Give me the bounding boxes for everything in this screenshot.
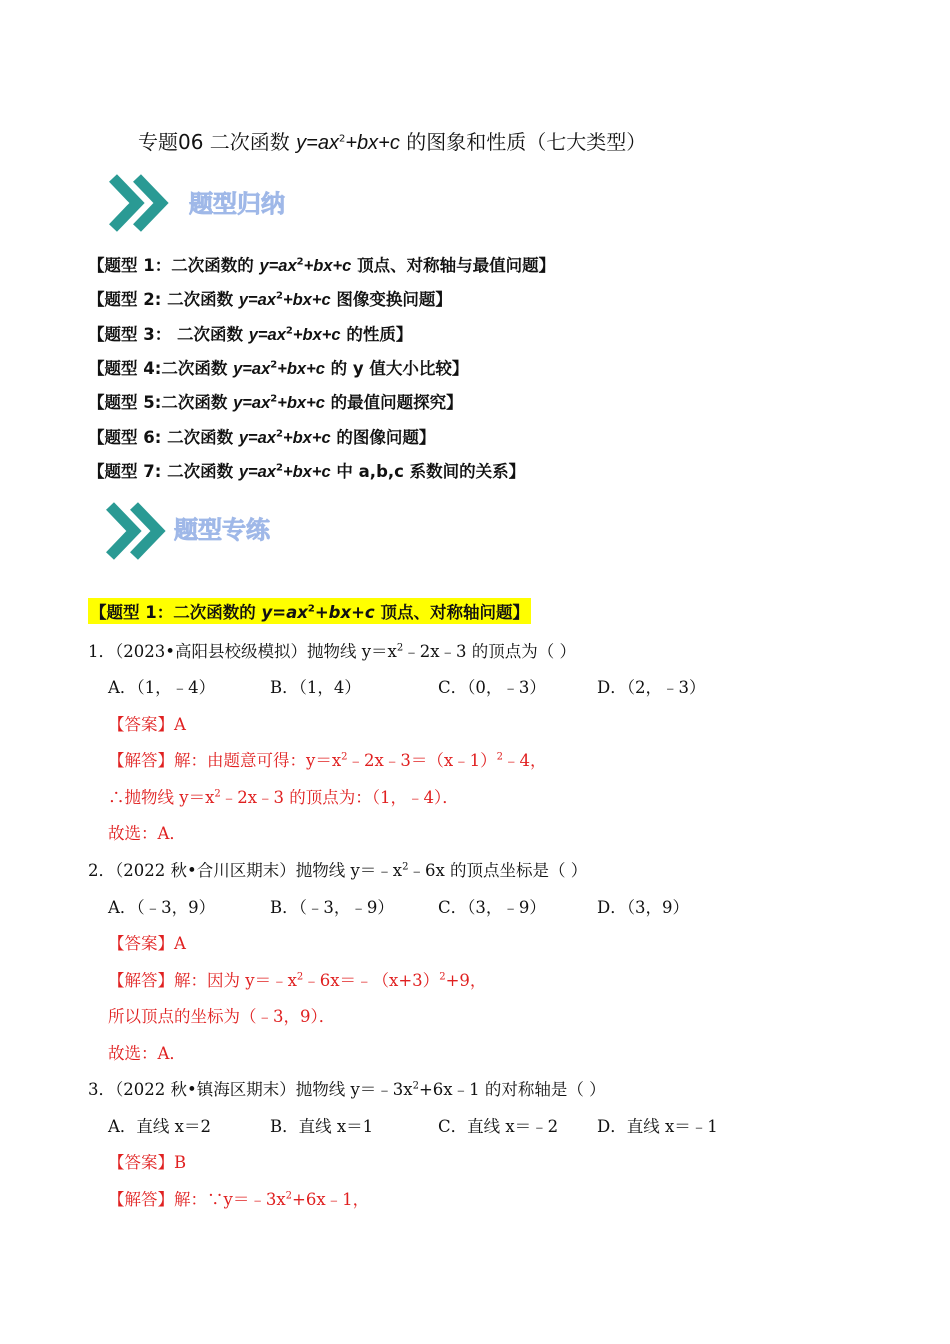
option-a: A．（1，﹣4） <box>108 678 216 697</box>
option-c: C．（3，﹣9） <box>438 898 546 917</box>
option-c: C．直线 x＝﹣2 <box>438 1117 559 1136</box>
category-6: 【题型 6: 二次函数 $y=ax^2+bx+c$ 的图像问题】 <box>88 428 436 447</box>
section-title-summary: 题型归纳 <box>189 190 285 218</box>
question-1-analysis-line2: ∴抛物线 $y=x^2﹣2x﹣3$ 的顶点为：（1，﹣4）． <box>108 788 459 807</box>
question-1-stem: 1．（2023•高阳县校级模拟）抛物线 $y=x^2﹣2x﹣3$ 的顶点为（ ） <box>88 642 577 661</box>
category-2: 【题型 2: 二次函数 $y=ax^2+bx+c$ 图像变换问题】 <box>88 290 452 309</box>
category-3: 【题型 3： 二次函数 $y=ax^2+bx+c$ 的性质】 <box>88 325 413 344</box>
practice-heading: 【题型 1：二次函数的 $y=ax^2+bx+c$ 顶点、对称轴问题】 <box>88 598 531 624</box>
category-4: 【题型 4:二次函数 $y=ax^2+bx+c$ 的 y 值大小比较】 <box>88 359 469 378</box>
section-title-practice: 题型专练 <box>174 516 270 544</box>
question-3-answer: 【答案】B <box>108 1153 187 1172</box>
question-2-stem: 2．（2022 秋•合川区期末）抛物线 $y=﹣x^2﹣6x$ 的顶点坐标是（ ） <box>88 861 588 880</box>
double-chevron-icon <box>105 172 325 234</box>
question-3-analysis: 【解答】解：$\because y=﹣3x^2+6x﹣1$， <box>108 1190 370 1209</box>
page-title: 专题06 二次函数 $y=ax^2+bx+c$ 的图象和性质（七大类型） <box>138 130 647 154</box>
option-d: D．直线 x＝﹣1 <box>597 1117 718 1136</box>
option-a: A．（﹣3，9） <box>108 898 216 917</box>
question-2-analysis-line2: 所以顶点的坐标为（﹣3，9）． <box>108 1007 336 1026</box>
question-1-answer: 【答案】A <box>108 715 186 734</box>
question-1-analysis: 【解答】解：由题意可得：$y=x^2﹣2x﹣3=(x﹣1)^2﹣4$， <box>108 751 547 770</box>
option-b: B．直线 x＝1 <box>270 1117 374 1136</box>
question-2-conclusion: 故选：A． <box>108 1044 186 1063</box>
category-7: 【题型 7: 二次函数 $y=ax^2+bx+c$ 中 a,b,c 系数间的关系】 <box>88 462 526 481</box>
category-5: 【题型 5:二次函数 $y=ax^2+bx+c$ 的最值问题探究】 <box>88 393 463 412</box>
question-2-answer: 【答案】A <box>108 934 186 953</box>
option-d: D．（2，﹣3） <box>597 678 706 697</box>
double-chevron-icon <box>102 500 322 562</box>
question-3-stem: 3．（2022 秋•镇海区期末）抛物线 $y=﹣3x^2+6x﹣1$ 的对称轴是（ ） <box>88 1080 606 1099</box>
option-b: B．（1，4） <box>270 678 361 697</box>
category-1: 【题型 1：二次函数的 $y=ax^2+bx+c$ 顶点、对称轴与最值问题】 <box>88 256 556 275</box>
option-a: A．直线 x＝2 <box>108 1117 211 1136</box>
question-2-analysis: 【解答】解：因为 $y=﹣x^2﹣6x=﹣(x+3)^2+9$， <box>108 971 487 990</box>
option-c: C．（0，﹣3） <box>438 678 546 697</box>
section-banner-practice <box>102 500 322 562</box>
option-b: B．（﹣3，﹣9） <box>270 898 394 917</box>
option-d: D．（3，9） <box>597 898 689 917</box>
section-banner-summary <box>105 172 325 234</box>
question-1-conclusion: 故选：A． <box>108 824 186 843</box>
